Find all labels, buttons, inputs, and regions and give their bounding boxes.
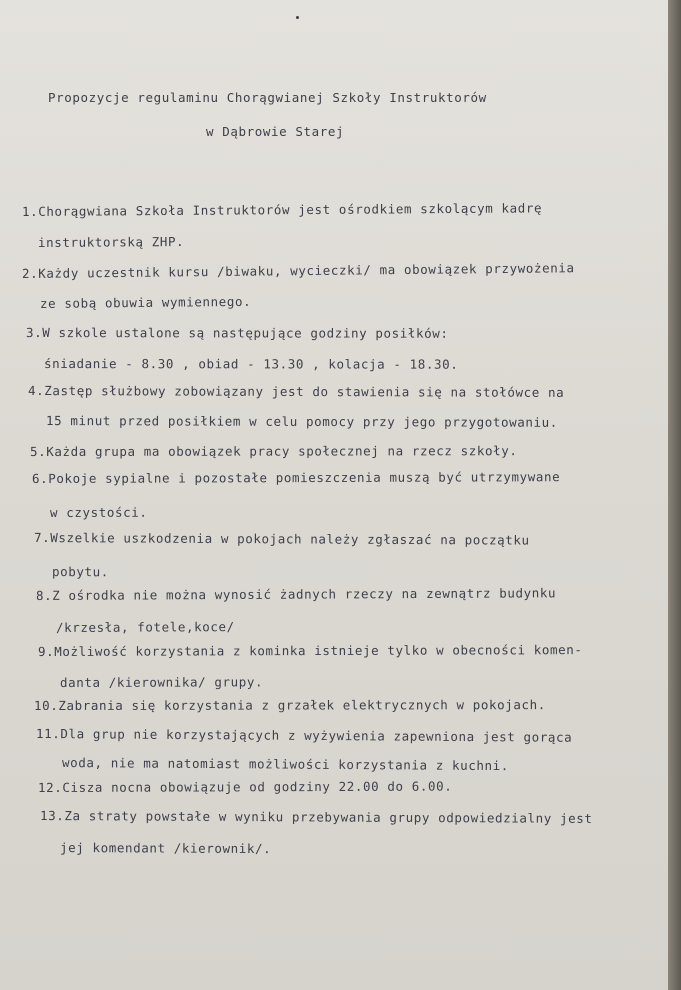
page-edge [668,0,681,990]
item-text: Za straty powstałe w wyniku przebywania grupy odpowiedzialny jest [64,808,593,826]
ink-dot [296,16,299,19]
item-number: 7. [33,530,51,546]
item-number: 4. [27,383,45,399]
regulation-item [22,260,575,281]
regulation-item [34,697,546,713]
document-title: Propozycje regulaminu Chorągwianej Szkoły Instruktorów [48,90,487,105]
regulation-item-continuation: woda, nie ma natomiast możliwości korzystania z kuchni. [61,755,509,774]
regulation-item-continuation: instruktorską ZHP. [37,233,185,250]
item-text: W szkole ustalone są następujące godziny posiłków: [42,325,449,341]
item-number: 3. [25,325,43,341]
item-text: Cisza nocna obowiązuje od godziny 22.00 do 6.00. [62,778,453,795]
regulation-item [36,585,556,603]
regulation-item-continuation: pobytu. [51,564,109,580]
item-number: 10. [33,697,59,713]
item-text: Dla grup nie korzystających z wyżywienia zapewniona jest gorąca [60,726,573,745]
item-text: Każda grupa ma obowiązek pracy społecznej na rzecz szkoły. [46,443,518,459]
regulation-item-continuation: w czystości. [49,504,148,520]
item-number: 8. [35,587,53,603]
regulation-item [26,325,449,341]
item-text: Pokoje sypialne i pozostałe pomieszczenia muszą być utrzymywane [48,469,561,486]
item-number: 6. [31,470,49,486]
item-number: 13. [39,808,65,824]
item-number: 5. [29,443,47,459]
item-number: 2. [21,265,39,281]
item-text: Zabrania się korzystania z grzałek elektrycznych w pokojach. [58,697,546,713]
item-text: Chorągwiana Szkoła Instruktorów jest ośrodkiem szkolącym kadrę [38,200,543,219]
document-subtitle: w Dąbrowie Starej [206,124,345,139]
item-text: Wszelkie uszkodzenia w pokojach należy zgłaszać na początku [50,530,530,548]
regulation-item-continuation: śniadanie - 8.30 , obiad - 13.30 , kolacja - 18.30. [43,356,459,372]
regulation-item-continuation: 15 minut przed posiłkiem w celu pomocy przy jego przygotowaniu. [45,413,558,430]
regulation-item-continuation: jej komendant /kierownik/. [59,840,272,857]
regulation-item [36,726,572,745]
regulation-item [38,642,582,659]
item-number: 1. [21,203,39,219]
item-number: 9. [37,643,55,659]
item-text: Każdy uczestnik kursu /biwaku, wycieczki/ ma obowiązek przywożenia [38,260,575,281]
item-number: 11. [35,726,61,742]
regulation-item-continuation: danta /kierownika/ grupy. [59,674,264,690]
regulation-item-continuation: ze sobą obuwia wymiennego. [39,293,252,311]
regulation-item [30,443,518,459]
regulation-item [34,530,530,548]
item-number: 12. [37,779,63,795]
item-text: Z ośrodka nie można wynosić żadnych rzeczy na zewnątrz budynku [52,585,557,603]
regulation-item [32,469,560,486]
regulation-item [38,779,452,795]
regulation-item-continuation: /krzesła, fotele,koce/ [55,619,235,635]
regulation-item [22,200,542,219]
item-text: Możliwość korzystania z kominka istnieje tylko w obecności komen- [54,642,583,659]
regulation-item [40,808,593,826]
item-text: Zastęp służbowy zobowiązany jest do stawienia się na stołówce na [44,383,565,400]
regulation-item [28,383,564,400]
